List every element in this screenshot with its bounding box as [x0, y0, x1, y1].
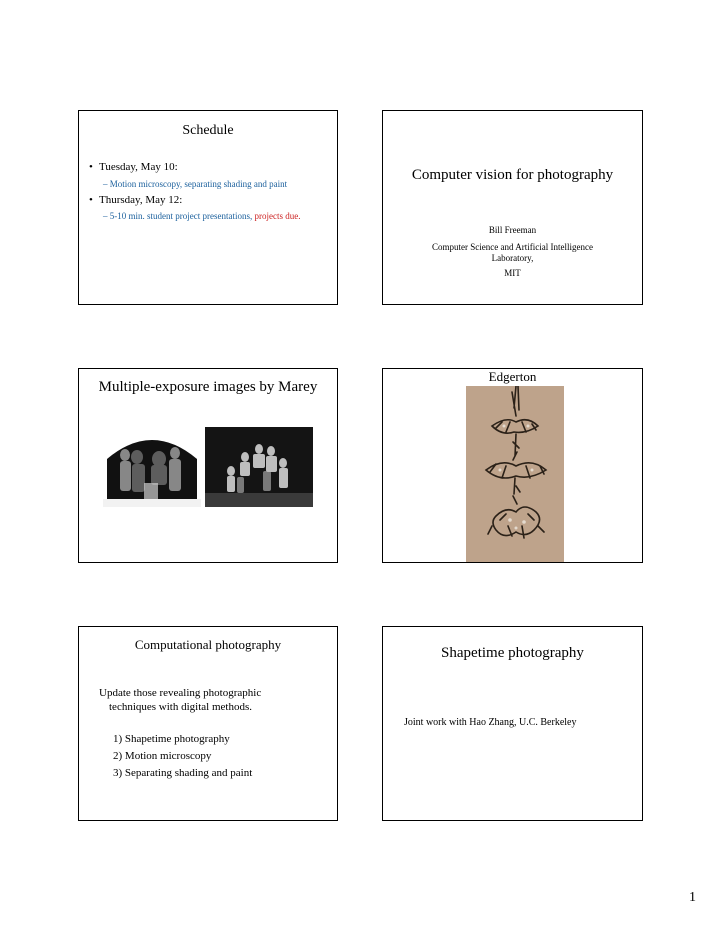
- slide-title: Schedule: [182, 123, 234, 138]
- slide-title: Shapetime photography: [441, 645, 584, 661]
- affiliation-cont: Laboratory,: [491, 253, 534, 263]
- credit-note: Joint work with Hao Zhang, U.C. Berkeley: [404, 717, 577, 728]
- page-number: 1: [689, 890, 696, 905]
- bullet-item: • Tuesday, May 10:: [89, 161, 178, 173]
- list-item: 3) Separating shading and paint: [113, 767, 253, 779]
- affiliation: Computer Science and Artificial Intelligence: [432, 242, 593, 252]
- slide-computational: [78, 626, 338, 821]
- institution: MIT: [504, 268, 521, 278]
- marey-photo-left: [103, 427, 201, 507]
- slide-title: Edgerton: [488, 369, 537, 384]
- slide-edgerton: [382, 368, 643, 563]
- description-cont: techniques with digital methods.: [109, 701, 252, 713]
- bullet-icon: •: [89, 161, 93, 173]
- marey-photo-right: [205, 427, 313, 507]
- bullet-subitem: – Motion microscopy, separating shading and paint: [103, 179, 288, 189]
- slide-schedule: [78, 110, 338, 305]
- slide-marey: [78, 368, 338, 563]
- slide-title: Multiple-exposure images by Marey: [98, 379, 318, 395]
- bullet-item: • Thursday, May 12:: [89, 194, 183, 206]
- slide-title-card: [382, 110, 643, 305]
- edgerton-photo: [466, 386, 564, 563]
- list-item: 1) Shapetime photography: [113, 733, 230, 745]
- slide-shapetime: [382, 626, 643, 821]
- slide-title: Computer vision for photography: [411, 167, 614, 183]
- bullet-subitem: – 5-10 min. student project presentations, projects due.: [103, 211, 301, 221]
- bullet-icon: •: [89, 194, 93, 206]
- list-item: 2) Motion microscopy: [113, 750, 212, 762]
- slide-title: Computational photography: [134, 637, 282, 652]
- author-name: Bill Freeman: [488, 225, 537, 235]
- description: Update those revealing photographic: [99, 687, 262, 699]
